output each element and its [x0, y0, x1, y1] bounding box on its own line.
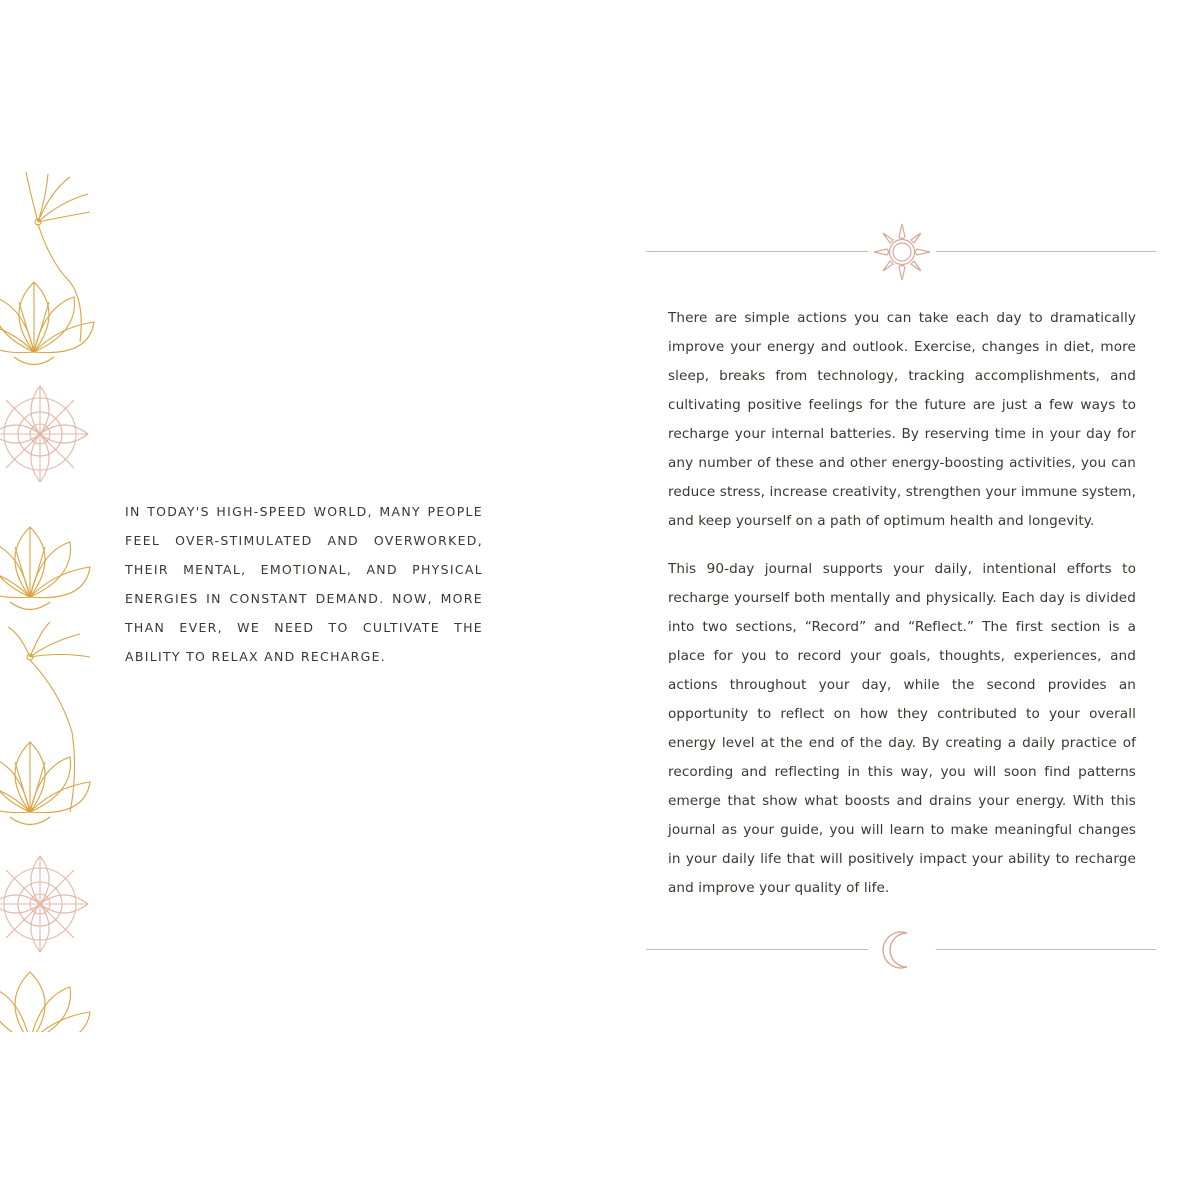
- divider-rule-right: [936, 949, 1156, 950]
- crescent-moon-icon: [872, 920, 932, 980]
- divider-rule-right: [936, 251, 1156, 252]
- divider-rule-left: [646, 949, 868, 950]
- body-paragraph-1: There are simple actions you can take each day to dramatically improve your energy and outlook. Exercise, changes in diet, more sleep, breaks from technology, tracking accomplishments, and cultivating positive feelings for the future are just a few ways to recharge your internal batteries. By reserving time in your day for any number of these and other energy-boosting activities, you can reduce stress, increase creativity, strengthen your immune system, and keep yourself on a path of optimum health and longevity.: [668, 310, 1136, 529]
- sun-icon: [872, 222, 932, 282]
- intro-paragraph: IN TODAY'S HIGH-SPEED WORLD, MANY PEOPLE FEEL OVER-STIMULATED AND OVERWORKED, THEIR MENTAL, EMOTIONAL, AND PHYSICAL ENERGIES IN CONSTANT DEMAND. NOW, MORE THAN EVER, WE NEED TO CULTIVATE THE ABILITY TO RELAX AND RECHARGE.: [125, 504, 483, 664]
- floral-border-illustration: [0, 172, 96, 1032]
- top-divider: [646, 222, 1156, 282]
- divider-rule-left: [646, 251, 868, 252]
- body-text: [668, 304, 1136, 922]
- bottom-divider: [646, 920, 1156, 980]
- body-paragraph-2: This 90-day journal supports your daily, intentional efforts to recharge yourself both mentally and physically. Each day is divided into two sections, “Record” and “Reflect.” The first section is a place for you to record your goals, thoughts, experiences, and actions throughout your day, while the second provides an opportunity to reflect on how they contributed to your overall energy level at the end of the day. By creating a daily practice of recording and reflecting in this way, you will soon find patterns emerge that show what boosts and drains your energy. With this journal as your guide, you will learn to make meaningful changes in your daily life that will positively impact your ability to recharge and improve your quality of life.: [668, 561, 1136, 896]
